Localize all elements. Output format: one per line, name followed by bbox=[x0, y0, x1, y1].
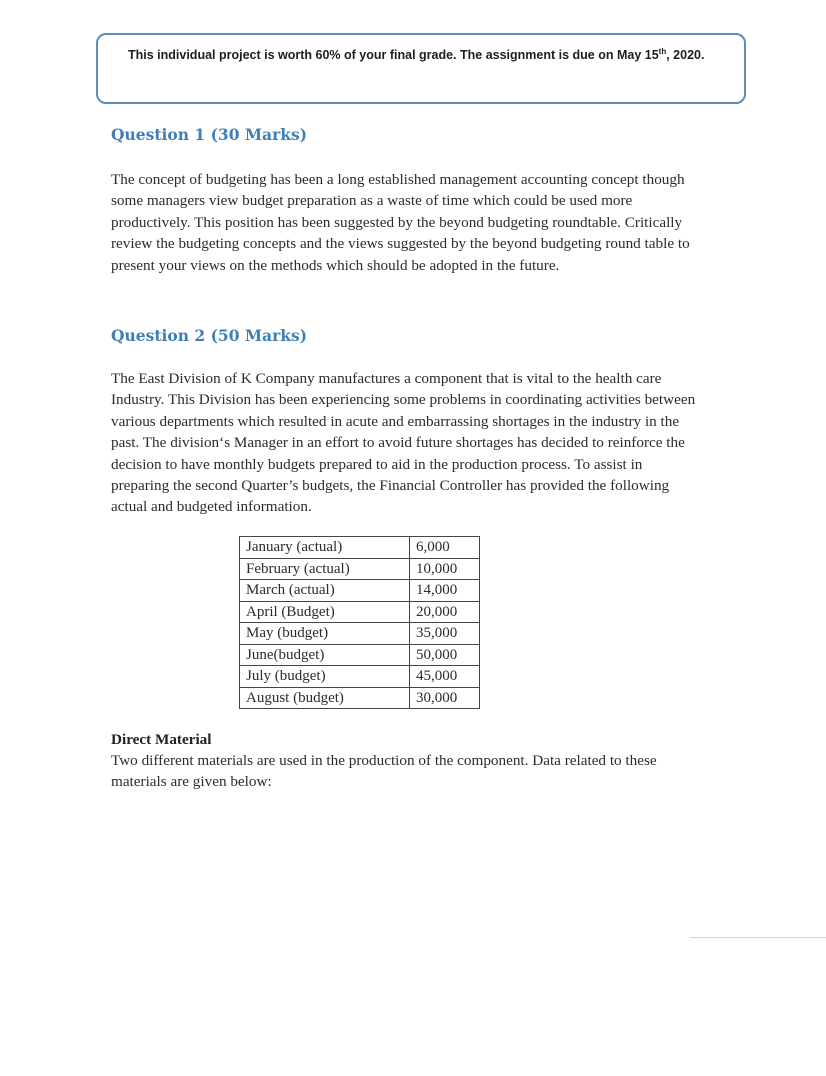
value-cell: 45,000 bbox=[410, 666, 480, 688]
paragraph-line: decision to have monthly budgets prepared to aid in the production process. To assist in bbox=[111, 455, 643, 473]
table-row bbox=[240, 580, 480, 602]
value-cell: 50,000 bbox=[410, 644, 480, 666]
value-cell: 35,000 bbox=[410, 623, 480, 645]
question-2-paragraph bbox=[111, 368, 733, 518]
question-2-heading: Question 2 (50 Marks) bbox=[111, 326, 308, 345]
paragraph-line: review the budgeting concepts and the views suggested by the beyond budgeting round table to bbox=[111, 235, 690, 253]
paragraph-line: productively. This position has been suggested by the beyond budgeting roundtable. Critically bbox=[111, 213, 683, 231]
month-cell: April (Budget) bbox=[240, 601, 410, 623]
table-row bbox=[240, 666, 480, 688]
month-cell: March (actual) bbox=[240, 580, 410, 602]
paragraph-line: actual and budgeted information. bbox=[111, 498, 312, 516]
notice-box bbox=[96, 33, 746, 104]
table-row bbox=[240, 558, 480, 580]
month-cell: August (budget) bbox=[240, 687, 410, 709]
value-cell: 10,000 bbox=[410, 558, 480, 580]
paragraph-line: materials are given below: bbox=[111, 773, 272, 791]
paragraph-line: The East Division of K Company manufactures a component that is vital to the health care bbox=[111, 370, 662, 387]
month-cell: February (actual) bbox=[240, 558, 410, 580]
month-cell: July (budget) bbox=[240, 666, 410, 688]
table-row bbox=[240, 687, 480, 709]
month-cell: June(budget) bbox=[240, 644, 410, 666]
value-cell: 20,000 bbox=[410, 601, 480, 623]
paragraph-line: Two different materials are used in the production of the component. Data related to these bbox=[111, 752, 657, 769]
paragraph-line: present your views on the methods which should be adopted in the future. bbox=[111, 256, 560, 274]
month-cell: May (budget) bbox=[240, 623, 410, 645]
paragraph-line: some managers view budget preparation as a waste of time which could be used more bbox=[111, 192, 633, 210]
value-cell: 14,000 bbox=[410, 580, 480, 602]
paragraph-line: past. The division‘s Manager in an effort to avoid future shortages has decided to reinforce the bbox=[111, 434, 685, 452]
direct-material-heading: Direct Material bbox=[111, 731, 212, 748]
paragraph-line: preparing the second Quarter’s budgets, the Financial Controller has provided the following bbox=[111, 477, 670, 495]
table-row bbox=[240, 601, 480, 623]
value-cell: 30,000 bbox=[410, 687, 480, 709]
paragraph-line: Industry. This Division has been experiencing some problems in coordinating activities between bbox=[111, 391, 696, 409]
question-1-paragraph bbox=[111, 169, 733, 276]
paragraph-line: The concept of budgeting has been a long established management accounting concept though bbox=[111, 171, 685, 188]
scan-artifact-line bbox=[690, 937, 826, 938]
table-row bbox=[240, 537, 480, 559]
question-1-heading: Question 1 (30 Marks) bbox=[111, 125, 308, 144]
budget-table bbox=[239, 536, 480, 709]
paragraph-line: various departments which resulted in acute and embarrassing shortages in the industry in the bbox=[111, 412, 680, 430]
direct-material-paragraph bbox=[111, 750, 733, 793]
month-cell: January (actual) bbox=[240, 537, 410, 559]
value-cell: 6,000 bbox=[410, 537, 480, 559]
table-row bbox=[240, 644, 480, 666]
notice-text: This individual project is worth 60% of your final grade. The assignment is due on May 15th, 2020. bbox=[128, 47, 705, 63]
table-row bbox=[240, 623, 480, 645]
